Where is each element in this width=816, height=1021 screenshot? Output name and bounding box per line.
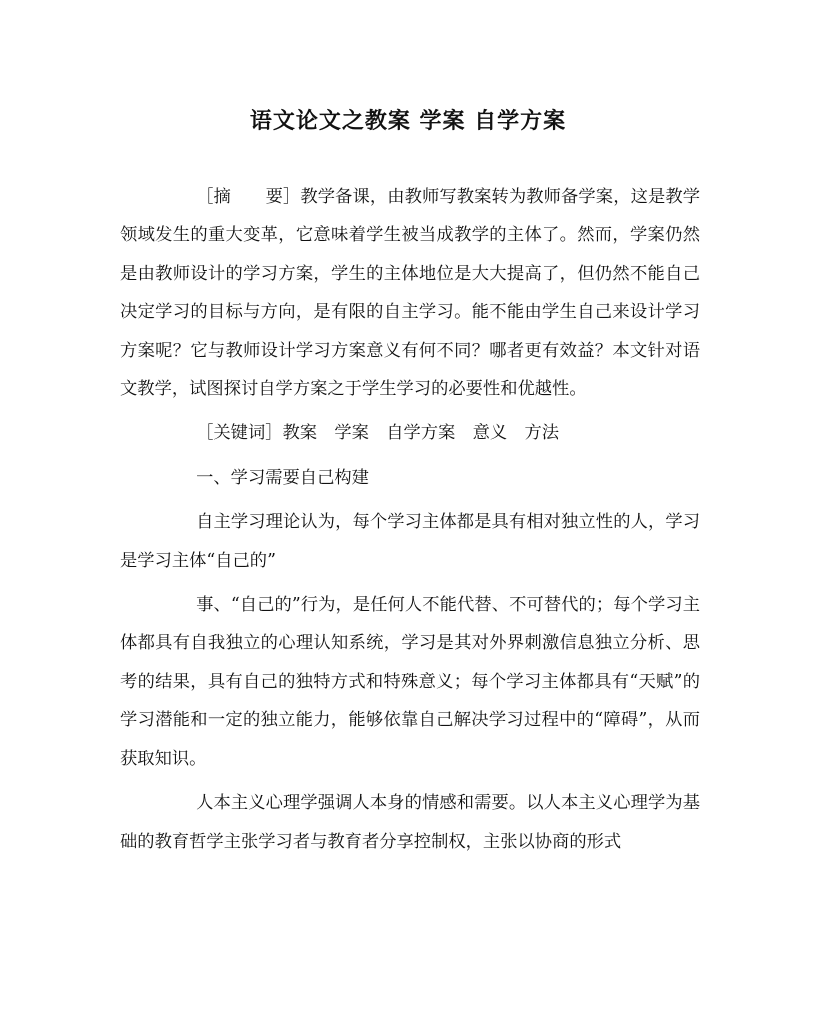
- body-paragraph: 人本主义心理学强调人本身的情感和需要。以人本主义心理学为基础的教育哲学主张学习者与教育者分享控制权，主张以协商的形式: [120, 793, 700, 852]
- document-body: [120, 178, 700, 867]
- section-heading: 一、学习需要自己构建: [196, 467, 369, 488]
- abstract-paragraph: ［摘 要］教学备课，由教师写教案转为教师备学案，这是教学领域发生的重大变革，它意味着学生被当成教学的主体了。然而，学案仍然是由教师设计的学习方案，学生的主体地位是大大提高了，但仍然不能自己决定学习的目标与方向，是有限的自主学习。能不能由学生自己来设计学习方案呢？它与教师设计学习方案意义有何不同？哪者更有效益？本文针对语文教学，试图探讨自学方案之于学生学习的必要性和优越性。: [120, 187, 700, 400]
- keywords-paragraph: ［关键词］教案 学案 自学方案 意义 方法: [196, 423, 560, 444]
- body-paragraph: 事、“自己的”行为，是任何人不能代替、不可替代的；每个学习主体都具有自我独立的心理认知系统，学习是其对外界刺激信息独立分析、思考的结果，具有自己的独特方式和特殊意义；每个学习主体都具有“天赋”的学习潜能和一定的独立能力，能够依靠自己解决学习过程中的“障碍”，从而获取知识。: [120, 595, 700, 769]
- body-paragraph: 自主学习理论认为，每个学习主体都是具有相对独立性的人，学习是学习主体“自己的”: [120, 512, 700, 571]
- document-title: 语文论文之教案 学案 自学方案: [249, 108, 567, 134]
